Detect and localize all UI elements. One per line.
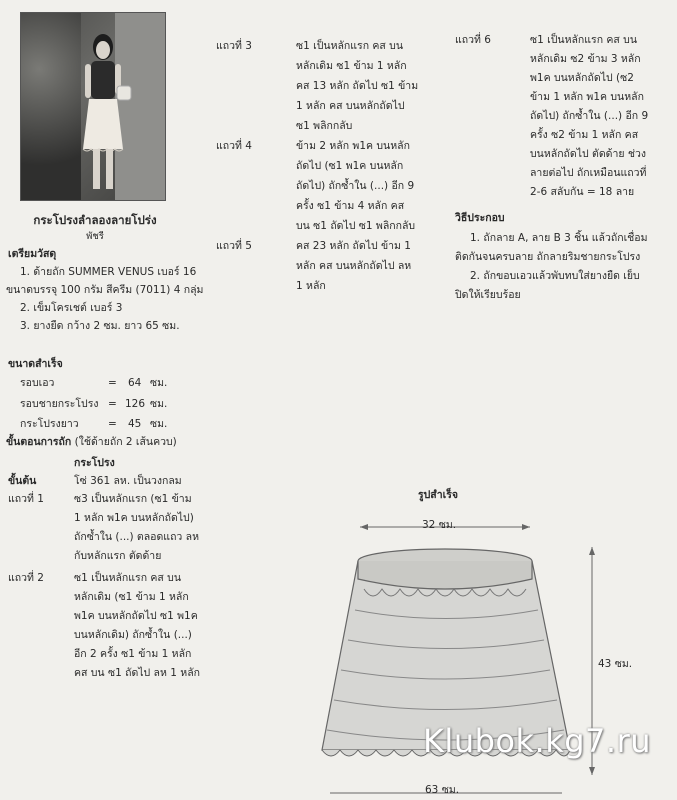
row4-label: แถวที่ 4 [216,140,252,152]
row6-line: พ1ค บนหลักถัดไป (ซ2 [530,72,634,84]
size-unit: ซม. [150,377,168,389]
size-unit: ซม. [150,418,168,430]
row4-line: ถัดไป) ถักซ้ำใน (...) อีก 9 [296,180,415,192]
steps-heading-note: (ใช้ด้ายถัก 2 เส้นควบ) [74,436,177,448]
row6-line: ครั้ง ซ2 ข้าม 1 หลัก คส [530,129,639,141]
pattern-author: พัชรี [86,231,104,242]
size-value: 45 [128,418,142,430]
size-label-length: กระโปรงยาว [20,418,79,430]
assembly-line: ปิดให้เรียบร้อย [455,289,521,301]
model-photo [20,12,166,201]
row1-line: กับหลักแรก ตัดด้าย [74,550,162,562]
row2-line: พ1ค บนหลักถัดไป ซ1 พ1ค [74,610,198,622]
top-width-label: 32 ซม. [422,519,457,531]
bottom-width-label: 63 ซม. [425,784,460,796]
height-label: 43 ซม. [598,658,633,670]
skirt-label: กระโปรง [74,457,115,469]
row3-line: ซ1 เป็นหลักแรก คส บน [296,40,404,52]
watermark: Klubok.kg7.ru [422,722,651,760]
model-figure [73,31,133,196]
size-value: 126 [125,398,146,410]
row4-line: ครั้ง ซ1 ข้าม 4 หลัก คส [296,200,405,212]
foliage-background [21,13,81,200]
row2-line: หลักเดิม (ซ1 ข้าม 1 หลัก [74,591,189,603]
row1-line: ซ3 เป็นหลักแรก (ซ1 ข้าม [74,493,192,505]
start-text: โซ่ 361 ลห. เป็นวงกลม [74,475,182,487]
materials-line: 1. ด้ายถัก SUMMER VENUS เบอร์ 16 [20,266,197,278]
row6-line: 2-6 สลับกัน = 18 ลาย [530,186,635,198]
row6-line: บนหลักถัดไป ตัดด้าย ช่วง [530,148,647,160]
row5-line: คส 23 หลัก ถัดไป ข้าม 1 [296,240,411,252]
row2-line: ซ1 เป็นหลักแรก คส บน [74,572,182,584]
row2-line: บนหลักเดิม) ถักซ้ำใน (...) [74,629,192,641]
row6-line: หลักเดิม ซ2 ข้าม 3 หลัก [530,53,641,65]
assembly-heading: วิธีประกอบ [455,212,505,224]
row1-line: 1 หลัก พ1ค บนหลักถัดไป) [74,512,194,524]
assembly-line: ติดกันจนครบลาย ถักลายริมชายกระโปรง [455,251,641,263]
row3-line: 1 หลัก คส บนหลักถัดไป [296,100,405,112]
size-eq: = [108,418,117,430]
row6-label: แถวที่ 6 [455,34,491,46]
row1-label: แถวที่ 1 [8,493,44,505]
size-heading: ขนาดสำเร็จ [8,358,63,370]
row3-line: หลักเดิม ซ1 ข้าม 1 หลัก [296,60,407,72]
assembly-line: 1. ถักลาย A, ลาย B 3 ชิ้น แล้วถักเชื่อม [470,232,648,244]
pattern-title: กระโปรงลำลองลายโปร่ง [33,213,157,227]
row5-line: หลัก คส บนหลักถัดไป ลห [296,260,412,272]
size-eq: = [108,377,117,389]
row2-line: อีก 2 ครั้ง ซ1 ข้าม 1 หลัก [74,648,192,660]
row3-line: คส 13 หลัก ถัดไป ซ1 ข้าม [296,80,419,92]
materials-heading: เตรียมวัสดุ [8,248,57,260]
steps-heading: ขั้นตอนการถัก [6,436,72,448]
start-label: ขั้นต้น [8,475,37,487]
row6-line: ข้าม 1 หลัก พ1ค บนหลัก [530,91,644,103]
row2-line: คส บน ซ1 ถัดไป ลห 1 หลัก [74,667,200,679]
assembly-line: 2. ถักขอบเอวแล้วพับทบใส่ยางยืด เย็บ [470,270,640,282]
row3-label: แถวที่ 3 [216,40,252,52]
row4-line: ข้าม 2 หลัก พ1ค บนหลัก [296,140,410,152]
materials-line: 3. ยางยืด กว้าง 2 ซม. ยาว 65 ซม. [20,320,180,332]
size-label-waist: รอบเอว [20,377,55,389]
diagram-title: รูปสำเร็จ [418,489,458,501]
row5-label: แถวที่ 5 [216,240,252,252]
row2-label: แถวที่ 2 [8,572,44,584]
row1-line: ถักซ้ำใน (...) ตลอดแถว ลห [74,531,200,543]
steps-heading-line [6,434,177,451]
row6-line: ถัดไป) ถักซ้ำใน (...) อีก 9 [530,110,649,122]
row4-line: ถัดไป (ซ1 พ1ค บนหลัก [296,160,404,172]
row4-line: บน ซ1 ถัดไป ซ1 พลิกกลับ [296,220,416,232]
materials-line: 2. เข็มโครเชต์ เบอร์ 3 [20,302,123,314]
materials-line: ขนาดบรรจุ 100 กรัม สีครีม (7011) 4 กลุ่ม [6,284,204,296]
size-value: 64 [128,377,142,389]
row3-line: ซ1 พลิกกลับ [296,120,353,132]
size-eq: = [108,398,117,410]
size-label-hem: รอบชายกระโปรง [20,398,99,410]
row6-line: ซ1 เป็นหลักแรก คส บน [530,34,638,46]
row6-line: ลายต่อไป ถักเหมือนแถวที่ [530,167,647,179]
size-unit: ซม. [150,398,168,410]
row5-line: 1 หลัก [296,280,326,292]
